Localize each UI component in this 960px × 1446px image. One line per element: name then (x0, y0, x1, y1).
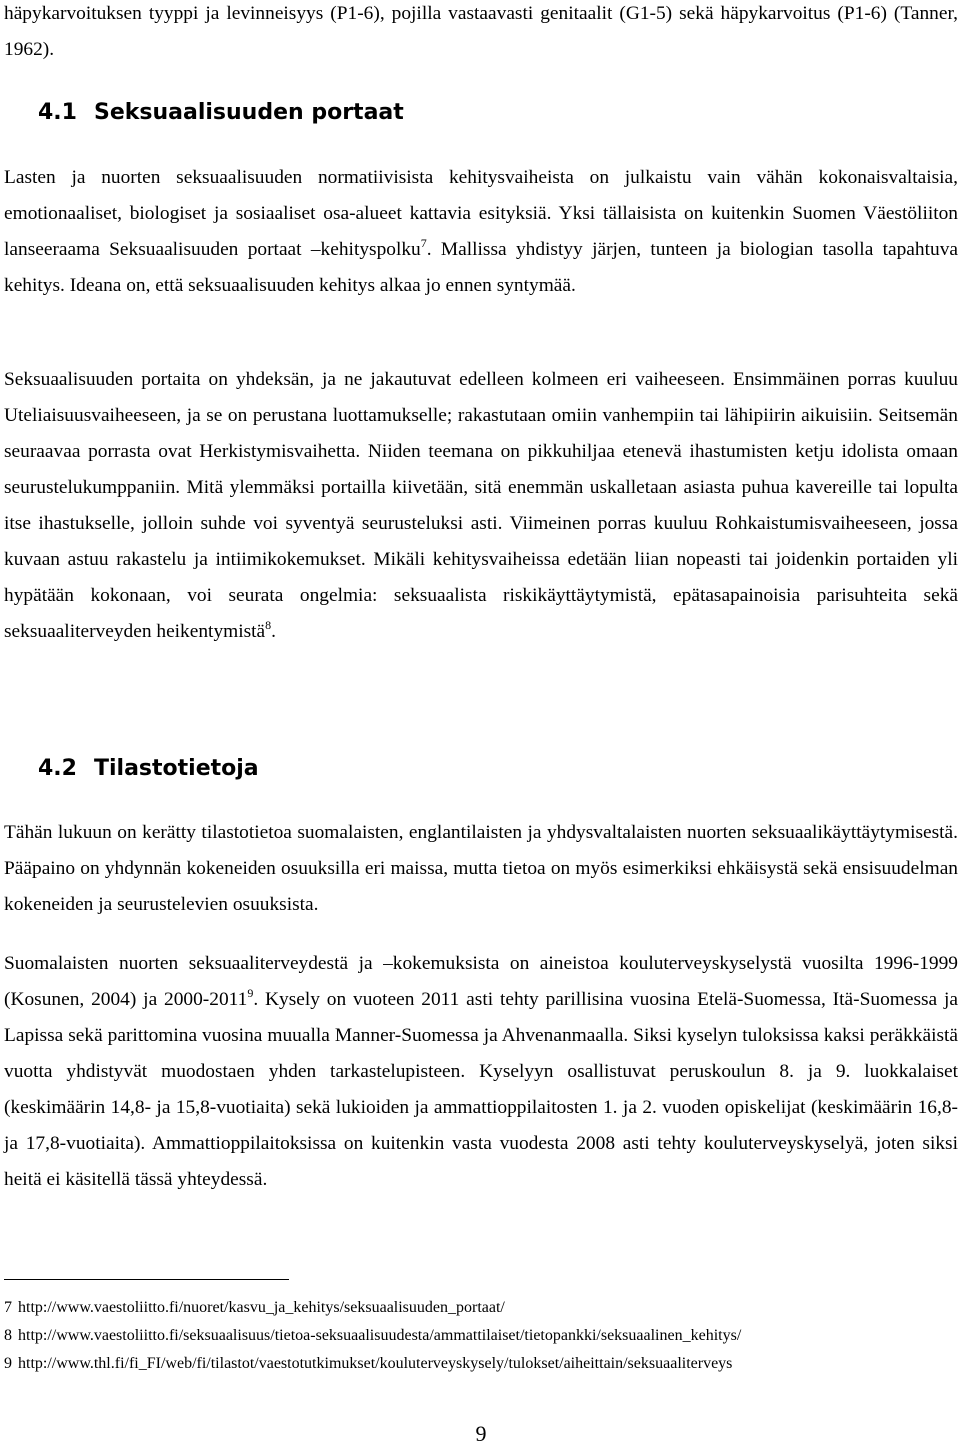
footnote-8 (4, 1326, 741, 1346)
footnote-number: 7 (4, 1299, 12, 1316)
section-heading-4-1 (38, 100, 404, 125)
footnote-number: 8 (4, 1327, 12, 1344)
footnote-9 (4, 1354, 732, 1374)
footnote-url: http://www.vaestoliitto.fi/seksuaalisuus/tietoa-seksuaalisuudesta/ammattilaiset/tietopankki/seksuaalinen_kehitys/ (18, 1327, 742, 1344)
section-title: Seksuaalisuuden portaat (94, 100, 404, 125)
footnote-number: 9 (4, 1355, 12, 1372)
section-4-1-paragraph-2: Seksuaalisuuden portaita on yhdeksän, ja ne jakautuvat edelleen kolmeen eri vaiheeseen. Ensimmäinen porras kuuluu Uteliaisuusvaiheeseen, ja se on perustana luottamukselle; rakastutaan omiin vanhempiin tai lähipiirin aikuisiin. Seitsemän seuraavaa porrasta ovat Herkistymisvaihetta. Niiden teemana on pikkuhiljaa etenevä ihastumisten ketju idolista omaan seurustelukumppaniin. Mitä ylemmäksi portailla kiivetään, sitä enemmän uskalletaan asiasta puhua kavereille tai lopulta itse ihastukselle, jolloin suhde voi syventyä seurusteluksi asti. Viimeinen porras kuuluu Rohkaistumisvaiheeseen, jossa kuvaan astuu rakastelu ja intiimikokemukset. Mikäli kehitysvaiheissa edetään liian nopeasti tai joidenkin portaiden yli hypätään kokonaan, voi seurata ongelmia: seksuaalista riskikäyttäytymistä, epätasapainoisia parisuhteita sekä seksuaaliterveyden heikentymistä$^8$. (4, 369, 958, 642)
page-number: 9 (475, 1421, 487, 1446)
footnote-7 (4, 1298, 505, 1318)
section-heading-4-2 (38, 756, 259, 781)
section-4-2-paragraph-2: Suomalaisten nuorten seksuaaliterveydestä ja –kokemuksista on aineistoa kouluterveyskyselystä vuosilta 1996-1999 (Kosunen, 2004) ja 2000-2011$^9$. Kysely on vuoteen 2011 asti tehty parillisina vuosina Etelä-Suomessa, Itä-Suomessa ja Lapissa sekä parittomina vuosina muualla Manner-Suomessa ja Ahvenanmaalla. Siksi kyselyn tuloksissa kaksi peräkkäistä vuotta yhdistyvät muodostaen yhden tarkastelupisteen. Kyselyyn osallistuvat peruskoulun 8. ja 9. luokkalaiset (keskimäärin 14,8- ja 15,8-vuotiaita) sekä lukioiden ja ammattioppilaitosten 1. ja 2. vuoden opiskelijat (keskimäärin 16,8- ja 17,8-vuotiaita). Ammattioppilaitoksissa on kuitenkin vasta vuodesta 2008 asti tehty kouluterveyskyselyä, joten siksi heitä ei käsitellä tässä yhteydessä. (4, 953, 958, 1190)
footnote-ref-8: 8 (265, 618, 272, 632)
section-number: 4.1 (38, 100, 77, 125)
section-4-1-paragraph-1: Lasten ja nuorten seksuaalisuuden normatiivisista kehitysvaiheista on julkaistu vain vähän kokonaisvaltaisia, emotionaaliset, biologiset ja sosiaaliset osa-alueet kattavia esityksiä. Yksi tällaisista on kuitenkin Suomen Väestöliiton lanseeraama Seksuaalisuuden portaat –kehityspolku$^7$. Mallissa yhdistyy järjen, tunteen ja biologian tasolla tapahtuva kehitys. Ideana on, että seksuaalisuuden kehitys alkaa jo ennen syntymää. (4, 167, 958, 296)
footnote-url: http://www.thl.fi/fi_FI/web/fi/tilastot/vaestotutkimukset/kouluterveyskysely/tulokset/aiheittain/seksuaaliterveys (18, 1355, 733, 1372)
document-page (4, 0, 958, 1444)
section-4-2-paragraph-1: Tähän lukuun on kerätty tilastotietoa suomalaisten, englantilaisten ja yhdysvaltalaisten nuorten seksuaalikäyttäytymisestä. Pääpaino on yhdynnän kokeneiden osuuksilla eri maissa, mutta tietoa on myös esimerkiksi ehkäisystä sekä ensisuudelman kokeneiden ja seurustelevien osuuksista. (4, 822, 958, 915)
intro-paragraph: häpykarvoituksen tyyppi ja levinneisyys (P1-6), pojilla vastaavasti genitaalit (G1-5) sekä häpykarvoitus (P1-6) (Tanner, 1962). (4, 3, 958, 60)
footnote-url: http://www.vaestoliitto.fi/nuoret/kasvu_ja_kehitys/seksuaalisuuden_portaat/ (18, 1299, 505, 1316)
section-title: Tilastotietoja (94, 756, 259, 781)
section-number: 4.2 (38, 756, 77, 781)
footnote-ref-7: 7 (420, 236, 427, 250)
footnote-separator (4, 1279, 289, 1280)
footnote-ref-9: 9 (247, 986, 254, 1000)
